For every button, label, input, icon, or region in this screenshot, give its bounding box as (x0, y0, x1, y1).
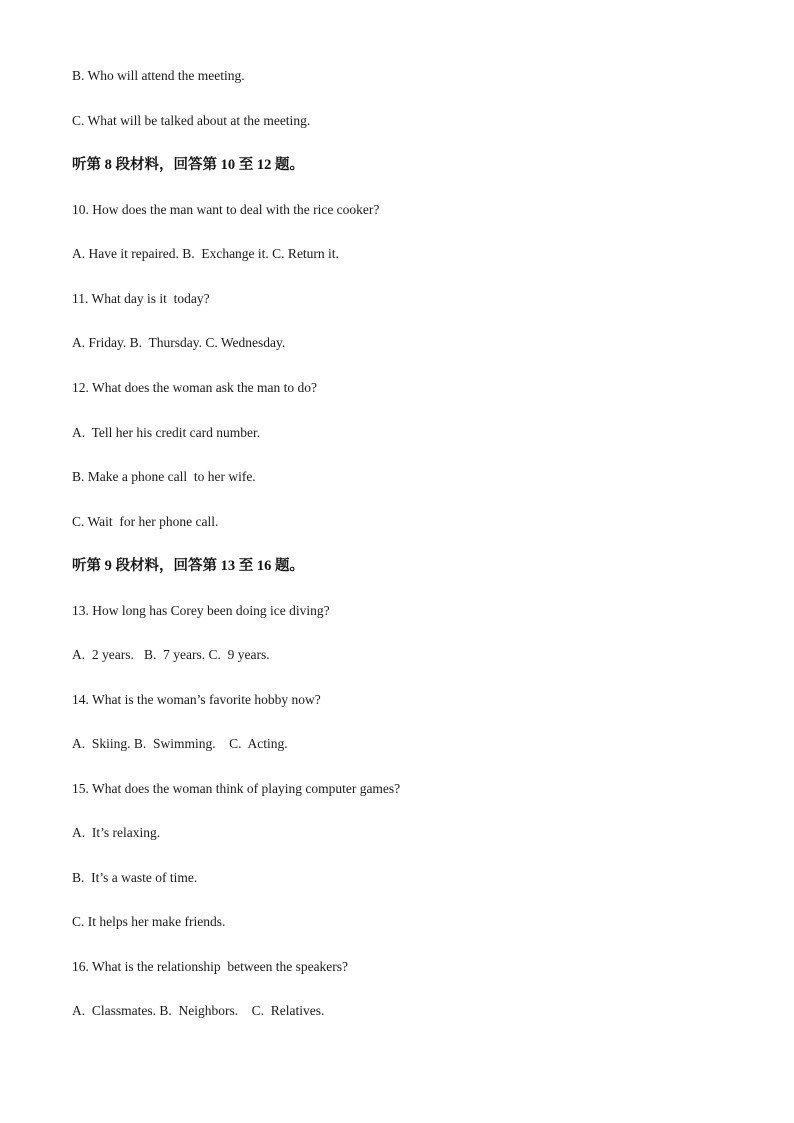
section-heading: 听第 8 段材料，回答第 10 至 12 题。 (72, 157, 304, 173)
question-line: 13. How long has Corey been doing ice diving? (72, 603, 330, 618)
section-heading: 听第 9 段材料，回答第 13 至 16 题。 (72, 558, 304, 574)
question-line: 14. What is the woman’s favorite hobby now? (72, 692, 321, 707)
option-line: B. Make a phone call to her wife. (72, 469, 256, 484)
question-line: 12. What does the woman ask the man to do? (72, 380, 317, 395)
option-line: A. Have it repaired. B. Exchange it. C. Return it. (72, 246, 339, 261)
question-line: 16. What is the relationship between the speakers? (72, 959, 349, 974)
question-line: 11. What day is it today? (72, 291, 210, 306)
question-line: 10. How does the man want to deal with the rice cooker? (72, 202, 380, 217)
option-line: A. 2 years. B. 7 years. C. 9 years. (72, 647, 270, 662)
option-line: A. Friday. B. Thursday. C. Wednesday. (72, 335, 286, 350)
option-line: A. It’s relaxing. (72, 825, 161, 840)
option-line: C. It helps her make friends. (72, 914, 226, 929)
question-line: 15. What does the woman think of playing computer games? (72, 781, 401, 796)
option-line: B. It’s a waste of time. (72, 870, 198, 885)
option-line: A. Classmates. B. Neighbors. C. Relatives. (72, 1003, 325, 1018)
option-line: A. Tell her his credit card number. (72, 425, 261, 440)
option-line: A. Skiing. B. Swimming. C. Acting. (72, 736, 288, 751)
option-line: C. What will be talked about at the meeting. (72, 113, 311, 128)
option-line: B. Who will attend the meeting. (72, 68, 245, 83)
option-line: C. Wait for her phone call. (72, 514, 219, 529)
